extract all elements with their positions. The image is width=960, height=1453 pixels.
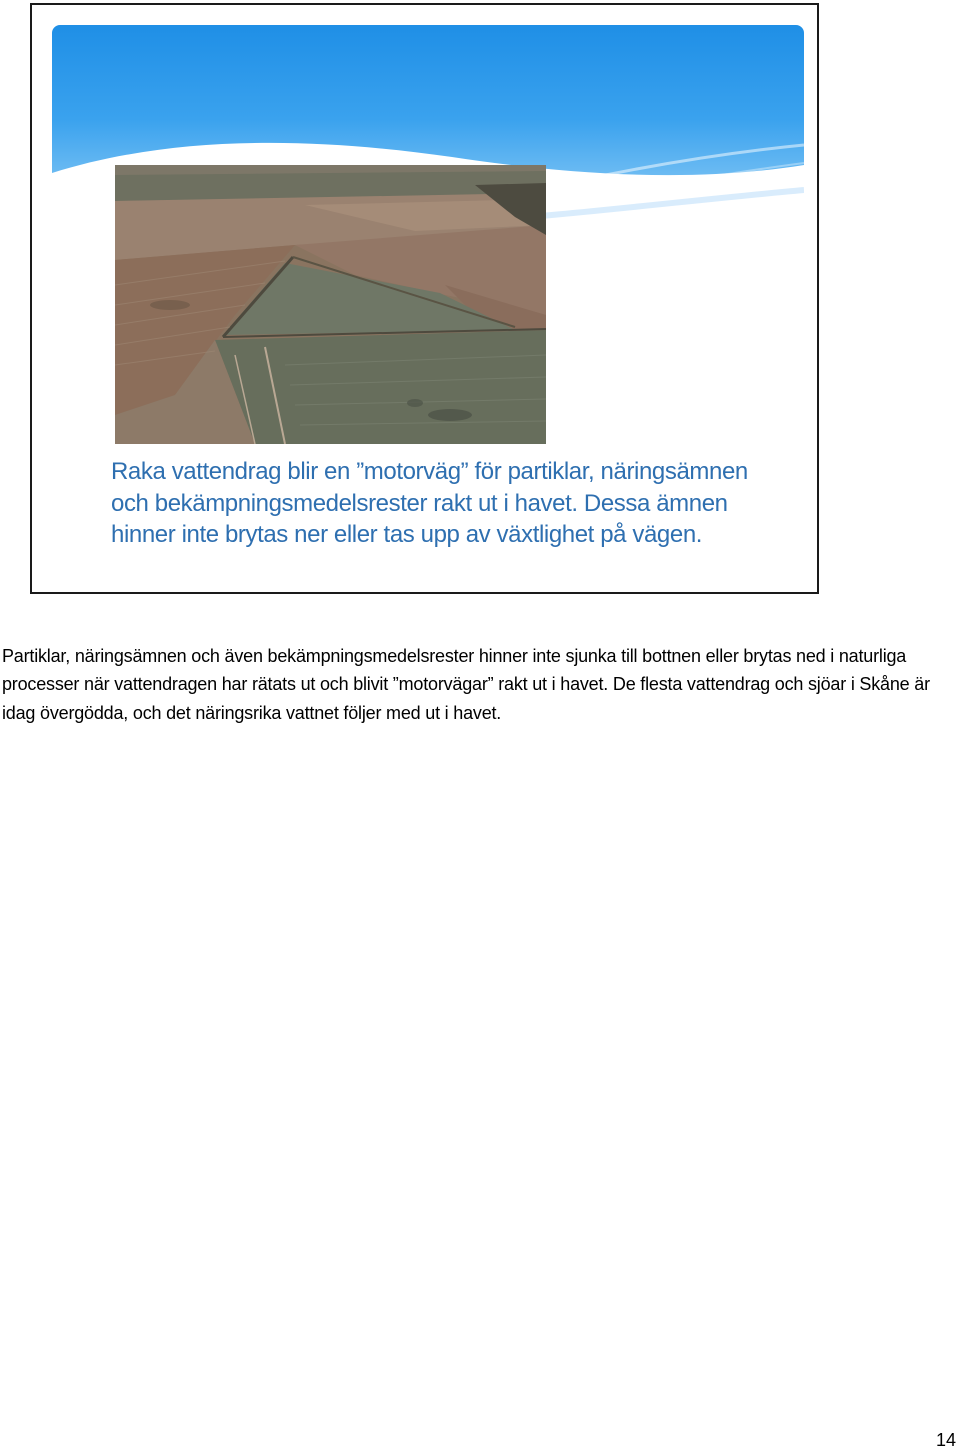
aerial-farmland-photo: [115, 165, 546, 444]
speaker-notes-text: Partiklar, näringsämnen och även bekämpningsmedelsrester hinner inte sjunka till bottnen eller brytas ned i naturliga processer när vattendragen har rätats ut och blivit ”motorvägar” rakt ut i havet. De flesta vattendrag och sjöar i Skåne är idag övergödda, och det näringsrika vattnet följer med ut i havet.: [2, 646, 930, 723]
farmland-image: [115, 165, 546, 444]
slide-caption: Raka vattendrag blir en ”motorväg” för partiklar, näringsämnen och bekämpningsmedelsrester rakt ut i havet. Dessa ämnen hinner inte brytas ner eller tas upp av växtlighet på vägen.: [111, 458, 748, 548]
slide-frame: [30, 3, 819, 594]
page-number: 14: [935, 1430, 956, 1450]
